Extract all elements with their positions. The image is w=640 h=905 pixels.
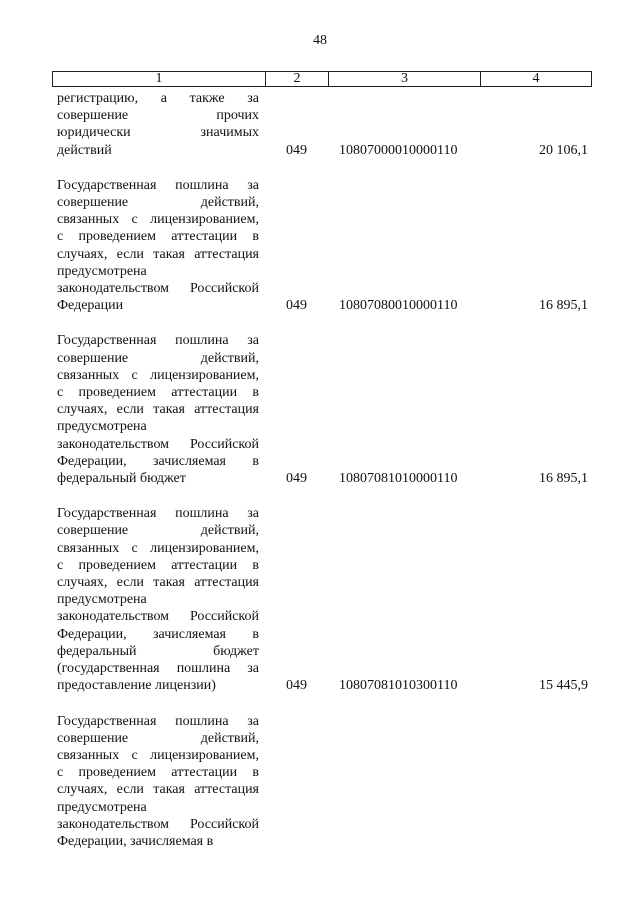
table-row <box>0 332 640 487</box>
description-line: Федерации <box>57 298 124 314</box>
description-line: совершение действий, <box>57 195 259 211</box>
description-line: Государственная пошлина за <box>57 506 259 522</box>
row-description <box>57 332 259 487</box>
description-line: законодательством Российской <box>57 609 259 625</box>
row-amount: 15 445,9 <box>539 678 588 694</box>
description-line: федеральный бюджет <box>57 643 259 659</box>
description-line: Федерации, зачисляемая в <box>57 833 214 849</box>
description-line: случаях, если такая аттестация <box>57 402 259 418</box>
column-header-4: 4 <box>532 71 540 86</box>
row-kbk: 10807080010000110 <box>339 298 458 314</box>
column-header-3: 3 <box>329 72 481 86</box>
row-code: 049 <box>286 298 307 314</box>
column-header-1: 1 <box>53 72 266 86</box>
description-line: федеральный бюджет <box>57 471 186 487</box>
description-line: связанных с лицензированием, <box>57 367 259 383</box>
description-line: законодательством Российской <box>57 436 259 452</box>
table-row <box>0 90 640 159</box>
description-line: Государственная пошлина за <box>57 333 259 349</box>
table-body <box>0 90 640 850</box>
row-amount: 16 895,1 <box>539 471 588 487</box>
description-line: совершение действий, <box>57 350 259 366</box>
page-number: 48 <box>313 33 327 48</box>
description-line: с проведением аттестации в <box>57 765 259 781</box>
row-code: 049 <box>286 678 307 694</box>
description-line: предусмотрена <box>57 592 147 608</box>
table-row <box>0 713 640 851</box>
row-description <box>57 177 259 315</box>
row-description <box>57 90 259 159</box>
table-row <box>0 177 640 315</box>
row-amount: 20 106,1 <box>539 142 588 158</box>
description-line: связанных с лицензированием, <box>57 540 259 556</box>
table-header <box>52 71 592 87</box>
description-line: случаях, если такая аттестация <box>57 575 259 591</box>
description-line: юридически значимых <box>57 125 259 141</box>
row-amount: 16 895,1 <box>539 298 588 314</box>
description-line: связанных с лицензированием, <box>57 212 259 228</box>
description-line: с проведением аттестации в <box>57 229 259 245</box>
description-line: предоставление лицензии) <box>57 678 216 694</box>
description-line: действий <box>57 142 112 158</box>
description-line: случаях, если такая аттестация <box>57 246 259 262</box>
description-line: случаях, если такая аттестация <box>57 782 259 798</box>
table-row <box>0 505 640 694</box>
description-line: Федерации, зачисляемая в <box>57 626 259 642</box>
description-line: предусмотрена <box>57 799 147 815</box>
description-line: (государственная пошлина за <box>57 661 259 677</box>
description-line: совершение действий, <box>57 523 259 539</box>
description-line: предусмотрена <box>57 263 147 279</box>
description-line: предусмотрена <box>57 419 147 435</box>
description-line: Государственная пошлина за <box>57 713 259 729</box>
row-kbk: 10807081010000110 <box>339 471 458 487</box>
description-line: законодательством Российской <box>57 816 259 832</box>
description-line: с проведением аттестации в <box>57 557 259 573</box>
description-line: регистрацию, а также за <box>57 91 259 106</box>
description-line: с проведением аттестации в <box>57 385 259 401</box>
row-code: 049 <box>286 471 307 487</box>
description-line: связанных с лицензированием, <box>57 747 259 763</box>
row-description <box>57 505 259 694</box>
description-line: совершение действий, <box>57 730 259 746</box>
column-header-2: 2 <box>266 72 329 86</box>
row-kbk: 10807081010300110 <box>339 678 458 694</box>
description-line: Федерации, зачисляемая в <box>57 453 259 469</box>
row-kbk: 10807000010000110 <box>339 142 458 158</box>
description-line: законодательством Российской <box>57 281 259 297</box>
row-description <box>57 713 259 851</box>
description-line: Государственная пошлина за <box>57 177 259 193</box>
row-code: 049 <box>286 142 307 158</box>
description-line: совершение прочих <box>57 108 259 124</box>
